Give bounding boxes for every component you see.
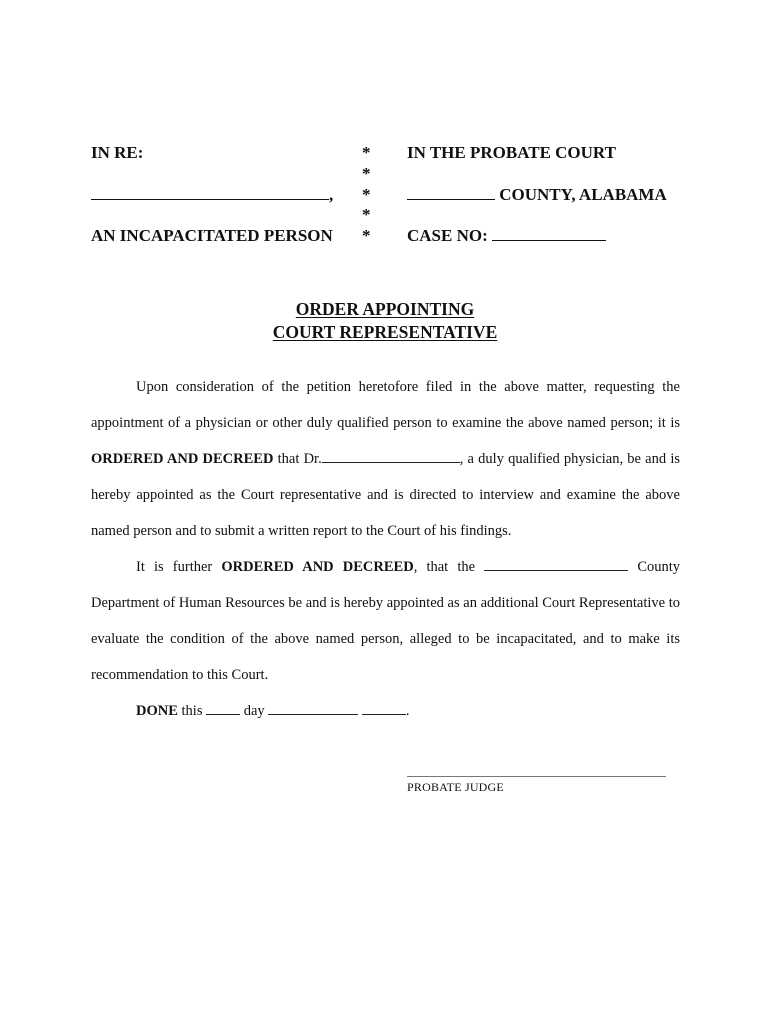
month-blank[interactable] <box>268 701 358 715</box>
caption-asterisk: * <box>362 205 371 224</box>
order-title-text-2: COURT REPRESENTATIVE <box>272 322 498 342</box>
judge-signature-line[interactable] <box>407 776 666 777</box>
done-bold: DONE <box>136 703 178 719</box>
physician-name-blank[interactable] <box>322 449 460 463</box>
order-body <box>91 369 680 729</box>
county-name-blank[interactable] <box>407 199 495 200</box>
person-name-comma: , <box>329 185 334 204</box>
year-blank[interactable] <box>362 701 406 715</box>
county-alabama-label: COUNTY, ALABAMA <box>499 185 667 204</box>
order-title-line-2 <box>0 324 770 342</box>
paragraph-dhr: It is further ORDERED AND DECREED, that the County Department of Human Resources be and is hereby appointed as an additional Court Representative to evaluate the condition of the above named person, alleged to be incapacitated, and to make its recommendation to this Court. <box>91 559 681 683</box>
ordered-decreed-bold: ORDERED AND DECREED <box>221 559 414 575</box>
in-re-label: IN RE: <box>91 143 144 162</box>
paragraph-appointment: Upon consideration of the petition heretofore filed in the above matter, requesting the appointment of a physician or other duly qualified person to examine the above named person; it is ORDERED AND DECREED that Dr. , a duly qualified physician, be and is hereby appointed as the Court representative and is directed to interview and examine the above named person and to submit a written report to the Court of his findings. <box>91 379 680 539</box>
case-number-blank[interactable] <box>492 240 606 241</box>
probate-judge-label: PROBATE JUDGE <box>407 780 504 794</box>
person-name-blank[interactable] <box>91 199 329 200</box>
caption-asterisk: * <box>362 164 371 183</box>
case-number-line <box>407 227 606 244</box>
ordered-decreed-bold: ORDERED AND DECREED <box>91 451 274 467</box>
incapacitated-person-label: AN INCAPACITATED PERSON <box>91 226 333 245</box>
caption-asterisk: * <box>362 185 371 204</box>
county-line <box>407 186 667 203</box>
case-no-label: CASE NO: <box>407 226 488 245</box>
order-title-line-1 <box>0 301 770 319</box>
order-title-text-1: ORDER APPOINTING <box>295 299 475 319</box>
day-number-blank[interactable] <box>206 701 240 715</box>
done-line: DONE this day . <box>136 703 410 719</box>
caption-asterisk: * <box>362 226 371 245</box>
probate-court-label: IN THE PROBATE COURT <box>407 143 616 162</box>
dhr-county-blank[interactable] <box>484 557 628 571</box>
person-name-field[interactable] <box>91 186 333 203</box>
caption-asterisk: * <box>362 143 371 162</box>
